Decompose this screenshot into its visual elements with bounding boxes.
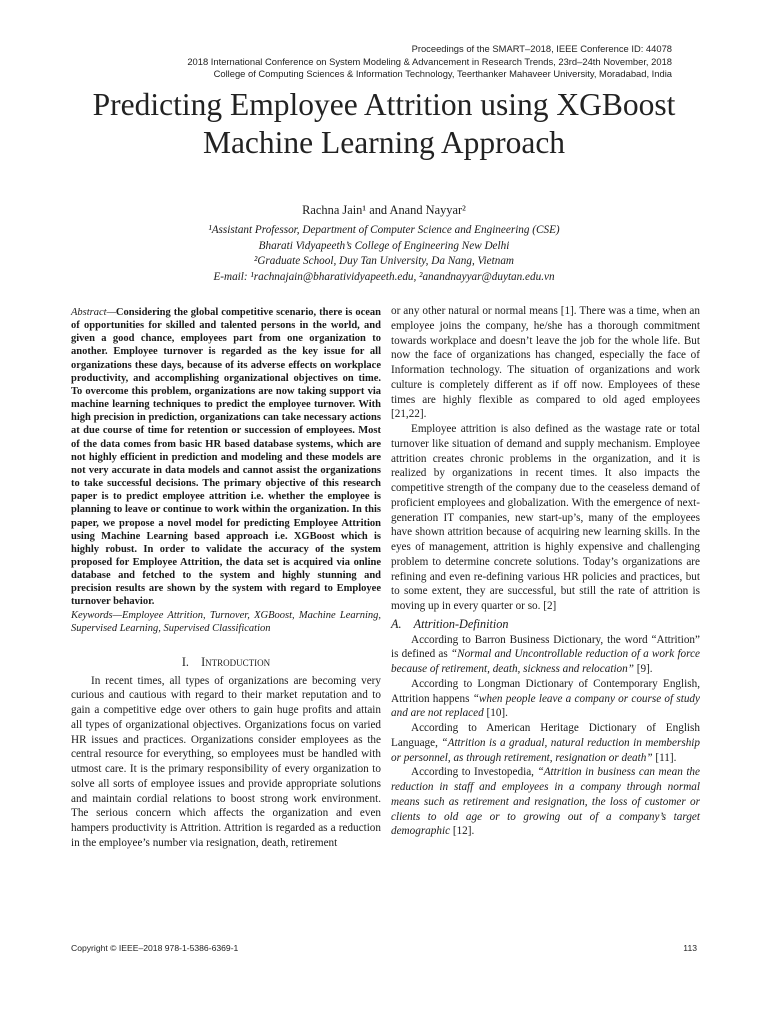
definition-barron: According to Barron Business Dictionary, the word “Attrition” is defined as “Normal and Uncontrollable reduction of a work force because of retirement, death, sickness and relocation” [9]. <box>391 633 701 675</box>
affiliation-line: ²Graduate School, Duy Tan University, Da Nang, Vietnam <box>253 255 515 267</box>
paper-title: Predicting Employee Attrition using XGBoost Machine Learning Approach <box>92 87 676 160</box>
header-line-3: College of Computing Sciences & Information Technology, Teerthanker Mahaveer University, Moradabad, India <box>213 68 672 79</box>
intro-paragraph-2: Employee attrition is also defined as the wastage rate or total turnover like situation of demand and supply mechanism. Employee attrition creates chronic problems in the organization, and it is realized by organizations in recent times. It also impacts the competitive strength of the company due to the ceaseless demand of proficient employees and globalization. With the emergence of next-generation IT companies, new start-up’s, many of the employees have shown attrition because of acquiring new learning skills. In the eyes of management, attrition is highly expensive and challenging problem to determine concrete solutions. Today’s organizations are refining and even re-defining various HR policies and practices, but to some extent, they are successful, but still the rate of attrition is moving up in every quarter or so. [2] <box>391 423 700 612</box>
header-line-1: Proceedings of the SMART–2018, IEEE Conference ID: 44078 <box>411 43 672 54</box>
intro-paragraph-1-continued: or any other natural or normal means [1]. There was a time, when an employee joins the company, he/she has a thorough commitment towards workplace and doesn’t leave the job for the whole life. But now the face of organizations has changed, especially the face of Information technology. The situation of organizations and work culture is completely different as if off now. Employees of these times are highly flexible as compared to old aged employees [21,22]. <box>391 305 700 421</box>
copyright-notice: Copyright © IEEE–2018 978-1-5386-6369-1 <box>71 943 239 953</box>
conference-header <box>187 43 672 81</box>
affiliation-line: ¹Assistant Professor, Department of Computer Science and Engineering (CSE) <box>208 224 560 236</box>
definition-investopedia: According to Investopedia, “Attrition in business can mean the reduction in staff and employees in a company through normal means such as retirement and resignation, the loss of customer or clients to old age or to growing out of a company’s target demographic [12]. <box>391 766 700 838</box>
affiliations <box>0 223 768 285</box>
definition-american-heritage: According to American Heritage Dictionary of English Language, “Attrition is a gradual, natural reduction in membership or personnel, as through retirement, resignation or death” [11]. <box>391 722 700 764</box>
keywords-label: Keywords— <box>71 609 122 621</box>
right-column <box>391 304 700 839</box>
abstract <box>71 306 381 609</box>
keywords <box>71 609 381 635</box>
authors: Rachna Jain¹ and Anand Nayyar² <box>302 203 466 217</box>
abstract-text: Considering the global competitive scenario, there is ocean of opportunities for skilled and talented persons in the world, and given a good chance, employees part from one organization to another. Employee turnover is regarded as the key issue for all organizations these days, because of its adverse effects on workplace productivity, and accomplishing organizational objectives on time. To overcome this problem, organizations are now taking support via machine learning techniques to predict the employee turnover. With high precision in prediction, organizations can take necessary actions at due course of time for retention or succession of employees. Most of the data comes from basic HR based database systems, which are not highly efficient in prediction and modeling and these models are not very accurate in data models and cannot assist the organizations to take successful decisions. The primary objective of this research paper is to predict employee attrition i.e. whether the employee is planning to leave or continue to work within the organization. In this paper, we propose a novel model for predicting Employee Attrition using Machine Learning based approach i.e. XGBoost which is highly robust. In order to validate the accuracy of the system proposed for Employee Attrition, the data set is acquired via online database and fetched to the system and highly stunning and precision results are shown by the system with regard to Employee turnover behavior. <box>71 307 381 608</box>
section-heading-introduction: I. Introduction <box>181 654 271 669</box>
abstract-label: Abstract— <box>71 307 116 318</box>
keywords-text: Employee Attrition, Turnover, XGBoost, Machine Learning, Supervised Learning, Supervised Classification <box>71 609 381 634</box>
definition-longman: According to Longman Dictionary of Contemporary English, Attrition happens “when people leave a company or course of study and are not replaced [10]. <box>391 677 700 720</box>
affiliation-line: Bharati Vidyapeeth’s College of Engineering New Delhi <box>258 239 510 252</box>
left-column <box>71 306 381 851</box>
page-number: 113 <box>683 943 697 953</box>
email-line: E-mail: ¹rachnajain@bharatividyapeeth.edu, ²anandnayyar@duytan.edu.vn <box>213 270 555 283</box>
intro-paragraph-1: In recent times, all types of organizations are becoming very curious and cautious with regard to their market reputation and to gain a competitive edge over others to gain huge profits and attain all types of organizational objectives. Organizations focus on varied HR issues and practices. Organizations consider employees as the central resource for everything, so employees must be handled with utmost care. It is the primary responsibility of every organization to solve all sorts of employee issues and provide appropriate solutions and maintain cordial relations to boost strong work environment. The serious concern which affects the organization and even hampers productivity is Attrition. Attrition is regarded as a reduction in the employee’s number via resignation, death, retirement <box>71 674 381 849</box>
header-line-2: 2018 International Conference on System Modeling & Advancement in Research Trends, 23rd–24th November, 2018 <box>187 55 672 67</box>
subsection-heading-attrition-definition: A. Attrition-Definition <box>391 616 509 631</box>
